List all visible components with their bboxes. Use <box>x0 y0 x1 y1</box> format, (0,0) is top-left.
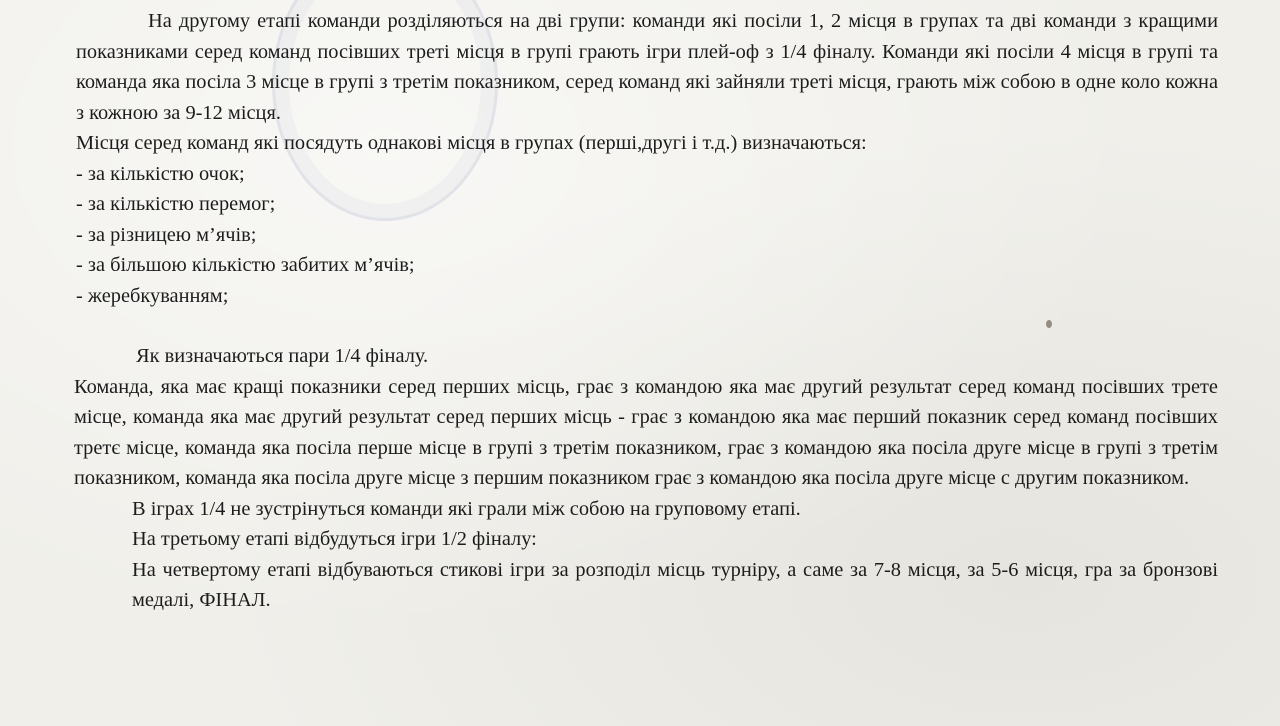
spacer <box>76 311 1218 341</box>
criteria-item-wins: - за кількістю перемог; <box>76 193 276 215</box>
third-stage-line: На третьому етапі відбудуться ігри 1/2 фіналу: <box>132 528 537 550</box>
criteria-item-goals-scored: - за більшою кількістю забитих м’ячів; <box>76 254 415 276</box>
criteria-item-draw: - жеребкуванням; <box>76 284 229 307</box>
paragraph-second-stage: На другому етапі команди розділяються на дві групи: команди які посіли 1, 2 місця в групах та дві команди з кращими показниками серед команд посівших треті місця в групі грають ігри плей-оф з 1/4 фіналу. Команди які посіли 4 місця в групі та команда яка посіла 3 місце в групі з третім показником, серед команд які зайняли треті місця, грають між собою в одне коло кожна з кожною за 9-12 місця. <box>76 10 1218 124</box>
criteria-item-goal-difference: - за різницею м’ячів; <box>76 223 257 246</box>
quarterfinal-rule: В іграх 1/4 не зустрінуться команди які грали між собою на груповому етапі. <box>132 497 801 520</box>
quarterfinal-heading: Як визначаються пари 1/4 фіналу. <box>136 345 429 367</box>
document-body <box>76 6 1218 616</box>
fourth-stage-text: На четвертому етапі відбуваються стикові ігри за розподіл місць турніру, а саме за 7-8 місця, за 5-6 місця, гра за бронзові медалі, ФІНАЛ. <box>132 558 1218 611</box>
criteria-list <box>76 159 1218 312</box>
quarterfinal-pairs-text: Команда, яка має кращі показники серед перших місць, грає з командою яка має другий результат серед команд посівших трете місце, команда яка має другий результат серед перших місць - грає з командою яка має перший показник серед команд посівших третє місце, команда яка посіла перше місце в групі з третім показником, грає з командою яка посіла друге місце в групі з третім показником, команда яка посіла друге місце з першим показником грає з командою яка посіла друге місце с другим показником. <box>74 375 1218 489</box>
criteria-item-points: - за кількістю очок; <box>76 162 245 185</box>
places-intro: Місця серед команд які посядуть однакові місця в групах (перші,другі і т.д.) визначаються: <box>76 132 867 154</box>
